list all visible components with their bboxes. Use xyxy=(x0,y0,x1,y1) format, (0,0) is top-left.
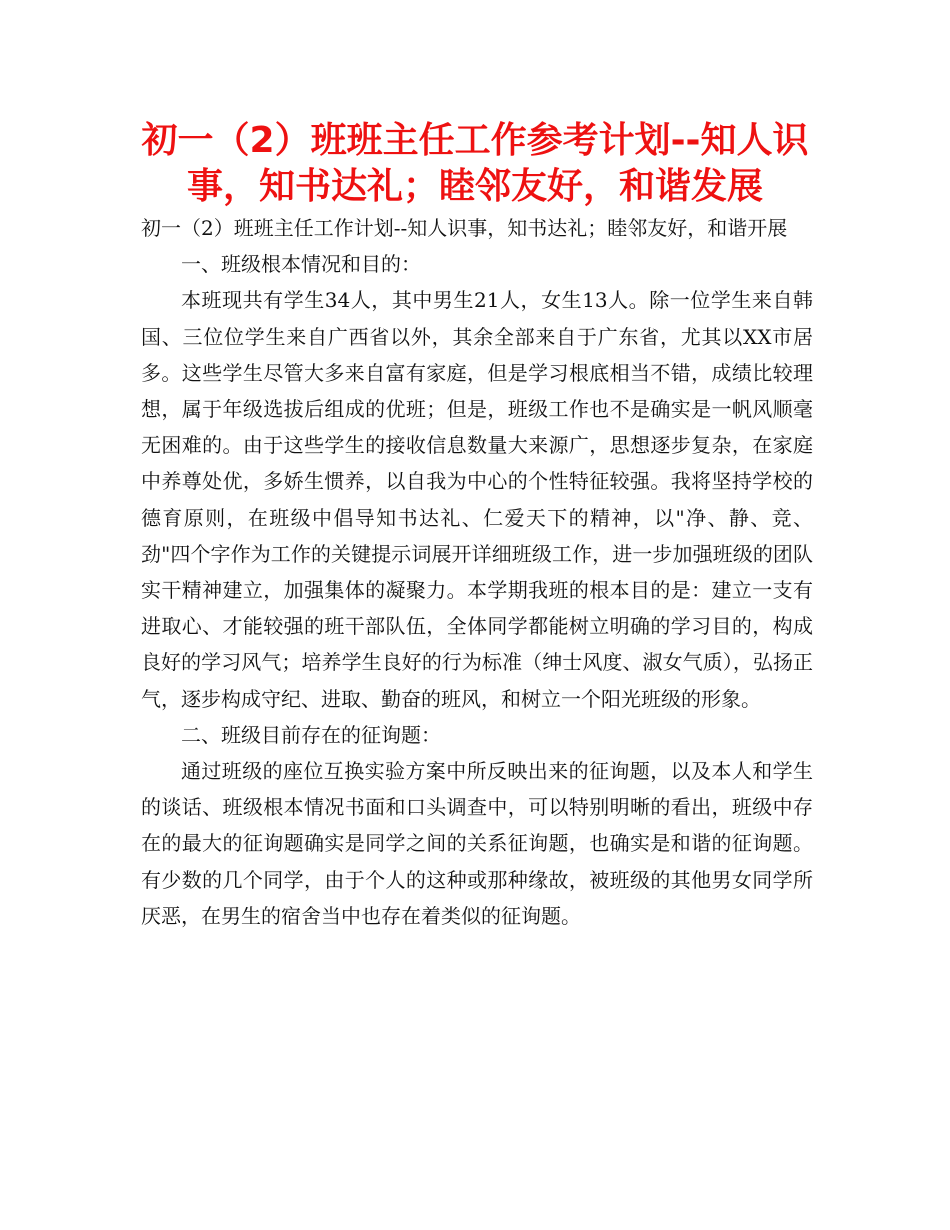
section-heading-1: 一、班级根本情况和目的： xyxy=(181,252,421,277)
document-title: 初一（2）班班主任工作参考计划--知人识事，知书达礼；睦邻友好，和谐发展 xyxy=(141,120,809,207)
document-body xyxy=(141,210,813,934)
body-paragraph-1: 本班现共有学生34人，其中男生21人，女生13人。除一位学生来自韩国、三位位学生来自广西省以外，其余全部来自于广东省，尤其以XX市居多。这些学生尽管大多来自富有家庭，但是学习根底相当不错，成绩比较理想，属于年级选拔后组成的优班；但是，班级工作也不是确实是一帆风顺毫无困难的。由于这些学生的接收信息数量大来源广，思想逐步复杂，在家庭中养尊处优，多娇生惯养，以自我为中心的个性特征较强。我将坚持学校的德育原则，在班级中倡导知书达礼、仁爱天下的精神，以"净、静、竞、劲"四个字作为工作的关键提示词展开详细班级工作，进一步加强班级的团队实干精神建立，加强集体的凝聚力。本学期我班的根本目的是：建立一支有进取心、才能较强的班干部队伍，全体同学都能树立明确的学习目的，构成良好的学习风气；培养学生良好的行为标准（绅士风度、淑女气质），弘扬正气，逐步构成守纪、进取、勤奋的班风，和树立一个阳光班级的形象。 xyxy=(141,288,813,711)
body-paragraph-2: 通过班级的座位互换实验方案中所反映出来的征询题，以及本人和学生的谈话、班级根本情况书面和口头调查中，可以特别明晰的看出，班级中存在的最大的征询题确实是同学之间的关系征询题，也确实是和谐的征询题。有少数的几个同学，由于个人的这种或那种缘故，被班级的其他男女同学所厌恶，在男生的宿舍当中也存在着类似的征询题。 xyxy=(141,759,813,928)
section-heading-2: 二、班级目前存在的征询题： xyxy=(181,722,441,747)
subtitle-paragraph: 初一（2）班班主任工作计划--知人识事，知书达礼；睦邻友好，和谐开展 xyxy=(141,216,788,240)
